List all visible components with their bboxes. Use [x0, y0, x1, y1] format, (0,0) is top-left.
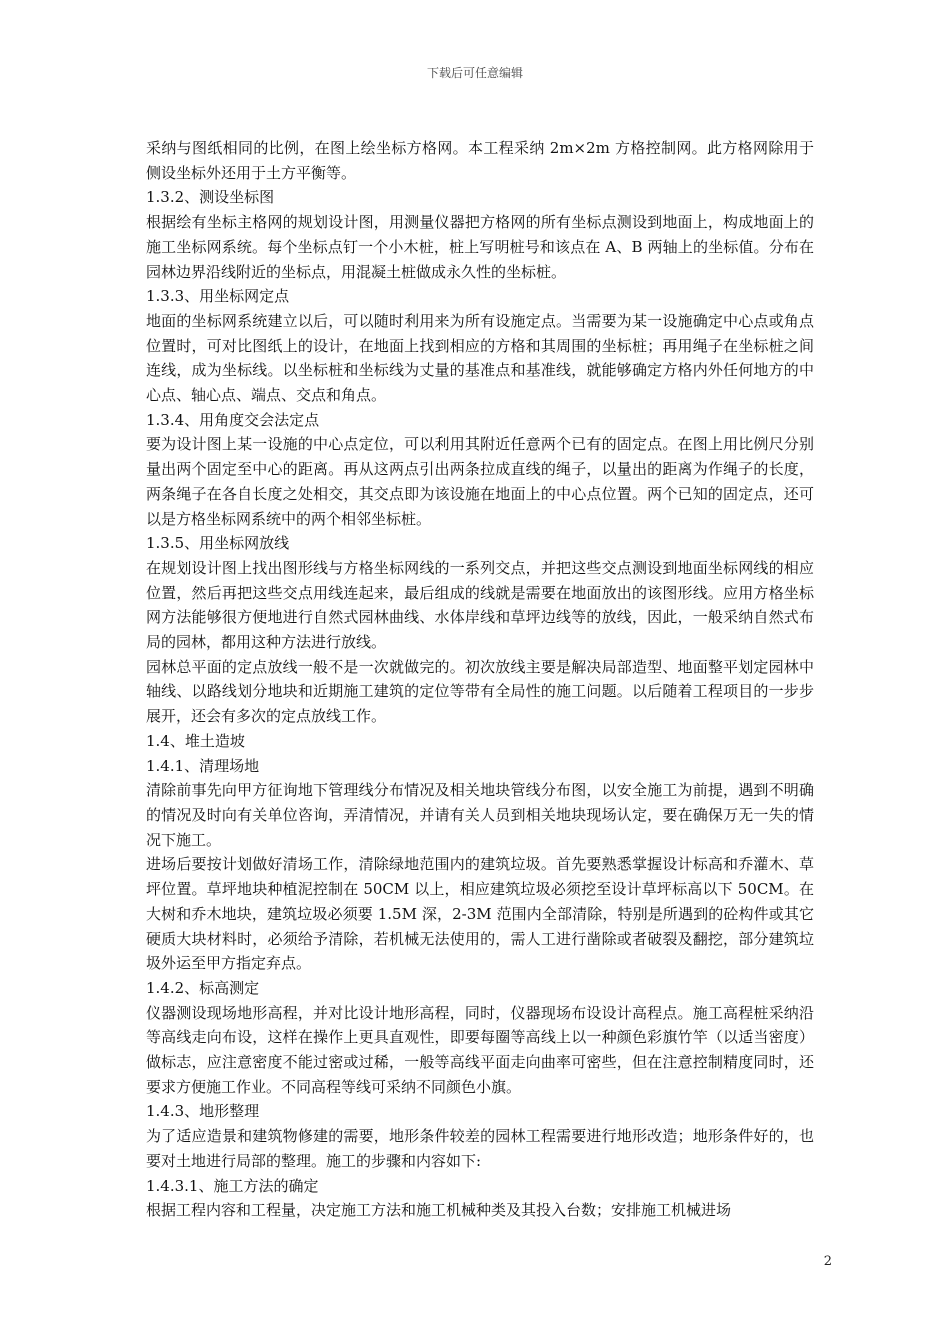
paragraph: 采纳与图纸相同的比例，在图上绘坐标方格网。本工程采纳 2m×2m 方格控制网。此方格网除用于侧设坐标外还用于土方平衡等。 — [146, 139, 814, 182]
paragraph: 为了适应造景和建筑物修建的需要，地形条件较差的园林工程需要进行地形改造；地形条件好的，也要对土地进行局部的整理。施工的步骤和内容如下: — [146, 1127, 814, 1170]
paragraph: 根据绘有坐标主格网的规划设计图，用测量仪器把方格网的所有坐标点测设到地面上，构成地面上的施工坐标网系统。每个坐标点钉一个小木桩，桩上写明桩号和该点在 A、B 两轴上的坐标值。分布在园林边界沿线附近的坐标点，用混凝土桩做成永久性的坐标桩。 — [146, 213, 814, 281]
paragraph: 根据工程内容和工程量，决定施工方法和施工机械种类及其投入台数；安排施工机械进场 — [146, 1201, 732, 1220]
page-header: 下载后可任意编辑 — [426, 66, 523, 80]
section-heading: 1.4.3、地形整理 — [146, 1102, 260, 1121]
paragraph: 进场后要按计划做好清场工作，清除绿地范围内的建筑垃圾。首先要熟悉掌握设计标高和乔灌木、草坪位置。草坪地块种植泥控制在 50CM 以上，相应建筑垃圾必须挖至设计草坪标高以下 50CM。在大树和乔木地块，建筑垃圾必须要 1.5M 深，2-3M 范围内全部清除，特别是所遇到的砼构件或其它硬质大块材料时，必须给予清除，若机械无法使用的，需人工进行凿除或者破裂及翻挖，部分建筑垃圾外运至甲方指定弃点。 — [146, 855, 814, 973]
paragraph: 清除前事先向甲方征询地下管理线分布情况及相关地块管线分布图，以安全施工为前提，遇到不明确的情况及时向有关单位咨询，弄清情况，并请有关人员到相关地块现场认定，要在确保万无一失的情况下施工。 — [146, 781, 814, 849]
document-body — [146, 136, 814, 1223]
section-heading: 1.3.3、用坐标网定点 — [146, 287, 290, 306]
section-heading: 1.4.1、清理场地 — [146, 756, 260, 775]
section-heading: 1.4、堆土造坡 — [146, 731, 245, 750]
paragraph: 园林总平面的定点放线一般不是一次就做完的。初次放线主要是解决局部造型、地面整平划定园林中轴线、以路线划分地块和近期施工建筑的定位等带有全局性的施工问题。以后随着工程项目的一步步展开，还会有多次的定点放线工作。 — [146, 657, 814, 726]
section-heading: 1.4.3.1、施工方法的确定 — [146, 1176, 319, 1195]
paragraph: 要为设计图上某一设施的中心点定位，可以利用其附近任意两个已有的固定点。在图上用比例尺分别量出两个固定至中心的距离。再从这两点引出两条拉成直线的绳子，以量出的距离为作绳子的长度，两条绳子在各自长度之处相交，其交点即为该设施在地面上的中心点位置。两个已知的固定点，还可以是方格坐标网系统中的两个相邻坐标桩。 — [146, 435, 814, 528]
section-heading: 1.3.2、测设坐标图 — [146, 188, 275, 207]
page-number: 2 — [823, 1254, 832, 1269]
paragraph: 在规划设计图上找出图形线与方格坐标网线的一系列交点，并把这些交点测设到地面坐标网线的相应位置，然后再把这些交点用线连起来，最后组成的线就是需要在地面放出的该图形线。应用方格坐标网方法能够很方便地进行自然式园林曲线、水体岸线和草坪边线等的放线，因此，一般采纳自然式布局的园林，都用这种方法进行放线。 — [146, 558, 814, 652]
paragraph: 仪器测设现场地形高程，并对比设计地形高程，同时，仪器现场布设设计高程点。施工高程桩采纳沿等高线走向布设，这样在操作上更具直观性，即要每圈等高线上以一种颜色彩旗竹竿（以适当密度）做标志，应注意密度不能过密或过稀，一般等高线平面走向曲率可密些，但在注意控制精度同时，还要求方便施工作业。不同高程等线可采纳不同颜色小旗。 — [146, 1003, 814, 1096]
section-heading: 1.3.5、用坐标网放线 — [146, 534, 290, 553]
section-heading: 1.4.2、标高测定 — [146, 978, 260, 997]
section-heading: 1.3.4、用角度交会法定点 — [146, 410, 320, 429]
paragraph: 地面的坐标网系统建立以后，可以随时利用来为所有设施定点。当需要为某一设施确定中心点或角点位置时，可对比图纸上的设计，在地面上找到相应的方格和其周围的坐标桩；再用绳子在坐标桩之间连线，成为坐标线。以坐标桩和坐标线为丈量的基准点和基准线，就能够确定方格内外任何地方的中心点、轴心点、端点、交点和角点。 — [146, 311, 814, 405]
